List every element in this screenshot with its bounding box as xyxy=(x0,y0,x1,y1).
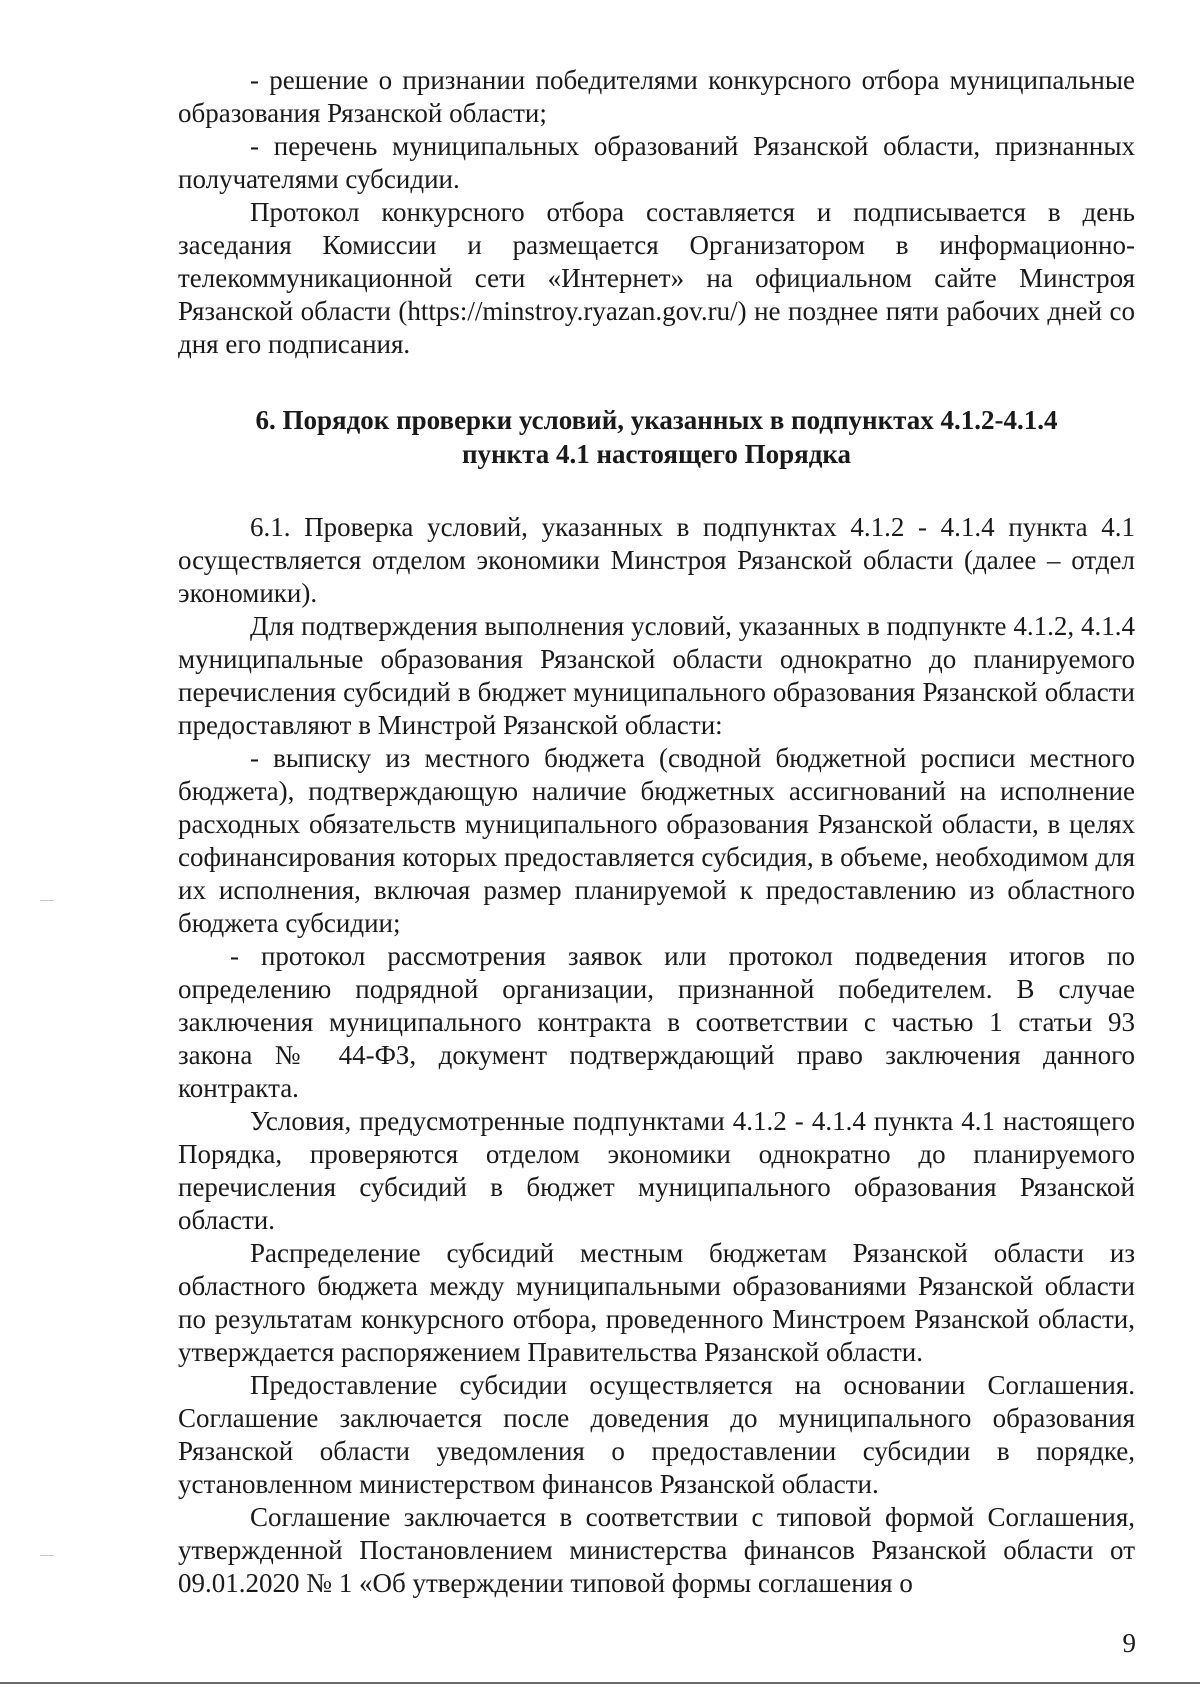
page-bottom-border xyxy=(0,1682,1200,1684)
paragraph: Протокол конкурсного отбора составляется и подписывается в день заседания Комиссии и размещается Организатором в информационно-телекоммуникационной сети «Интернет» на официальном сайте Минстроя Рязанской области (https://minstroy.ryazan.gov.ru/) не позднее пяти рабочих дней со дня его подписания. xyxy=(178,197,1135,359)
section-heading-line: пункта 4.1 настоящего Порядка xyxy=(461,439,852,469)
paragraph: Для подтверждения выполнения условий, указанных в подпункте 4.1.2, 4.1.4 муниципальные образования Рязанской области однократно до планируемого перечисления субсидий в бюджет муниципального образования Рязанской области предоставляют в Минстрой Рязанской области: xyxy=(178,611,1135,740)
paragraph: - протокол рассмотрения заявок или протокол подведения итогов по определению подрядной организации, признанной победителем. В случае заключения муниципального контракта в соответствии с частью 1 статьи 93 закона № 44-ФЗ, документ подтверждающий право заключения данного контракта. xyxy=(178,941,1135,1103)
paragraph: - решение о признании победителями конкурсного отбора муниципальные образования Рязанской области; xyxy=(178,65,1135,128)
paragraph: Предоставление субсидии осуществляется на основании Соглашения. Соглашение заключается после доведения до муниципального образования Рязанской области уведомления о предоставлении субсидии в порядке, установленном министерством финансов Рязанской области. xyxy=(178,1370,1135,1499)
section-heading xyxy=(178,403,1135,471)
page-number: 9 xyxy=(1122,1628,1136,1658)
scan-margin-mark xyxy=(40,900,54,901)
paragraph: 6.1. Проверка условий, указанных в подпунктах 4.1.2 - 4.1.4 пункта 4.1 осуществляется отделом экономики Минстроя Рязанской области (далее – отдел экономики). xyxy=(178,512,1135,608)
paragraph: - выписку из местного бюджета (сводной бюджетной росписи местного бюджета), подтверждающую наличие бюджетных ассигнований на исполнение расходных обязательств муниципального образования Рязанской области, в целях софинансирования которых предоставляется субсидия, в объеме, необходимом для их исполнения, включая размер планируемой к предоставлению из областного бюджета субсидии; xyxy=(178,743,1135,938)
paragraph: Условия, предусмотренные подпунктами 4.1.2 - 4.1.4 пункта 4.1 настоящего Порядка, проверяются отделом экономики однократно до планируемого перечисления субсидий в бюджет муниципального образования Рязанской области. xyxy=(178,1106,1135,1235)
scan-margin-mark xyxy=(40,1555,54,1556)
paragraph: Распределение субсидий местным бюджетам Рязанской области из областного бюджета между муниципальными образованиями Рязанской области по результатам конкурсного отбора, проведенного Минстроем Рязанской области, утверждается распоряжением Правительства Рязанской области. xyxy=(178,1238,1135,1367)
document-body xyxy=(178,64,1135,1600)
section-heading-line: 6. Порядок проверки условий, указанных в подпунктах 4.1.2-4.1.4 xyxy=(255,405,1058,435)
paragraph: - перечень муниципальных образований Рязанской области, признанных получателями субсидии. xyxy=(178,131,1135,194)
paragraph: Соглашение заключается в соответствии с типовой формой Соглашения, утвержденной Постановлением министерства финансов Рязанской области от 09.01.2020 № 1 «Об утверждении типовой формы соглашения о xyxy=(178,1502,1135,1598)
